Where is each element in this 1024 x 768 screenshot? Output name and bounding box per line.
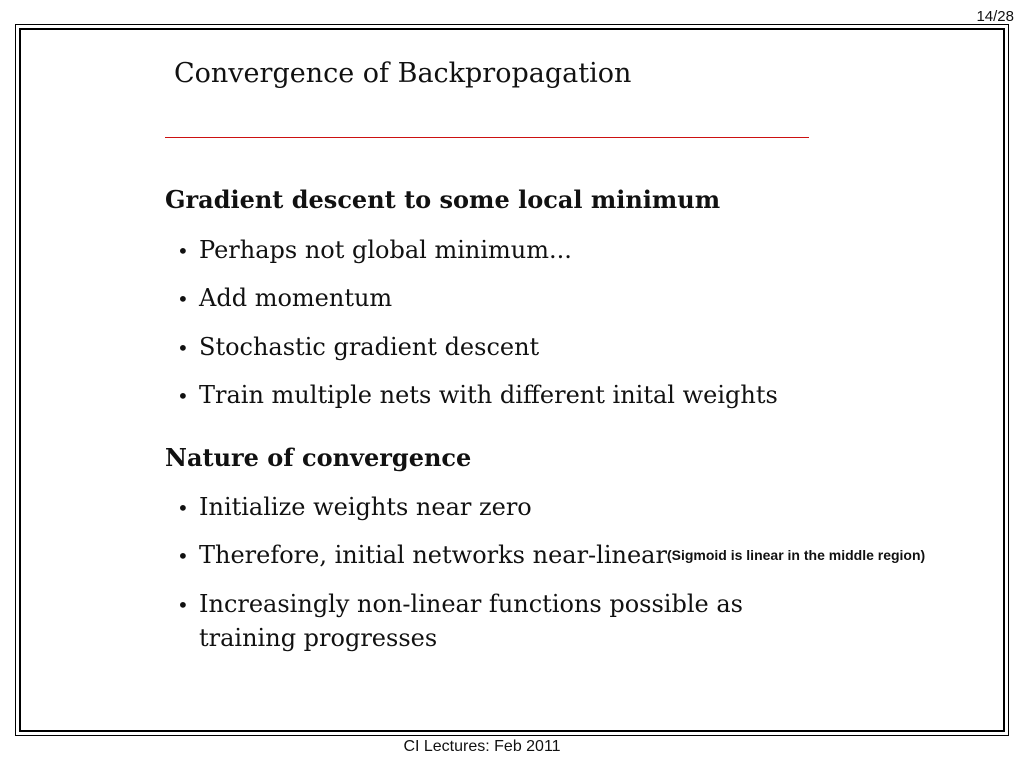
sigmoid-aside-note: (Sigmoid is linear in the middle region) [666, 547, 926, 563]
title-divider [165, 137, 809, 138]
section-heading-gradient-descent: Gradient descent to some local minimum [165, 185, 721, 214]
bullet-item: • Add momentum [177, 281, 392, 316]
footer-caption: CI Lectures: Feb 2011 [403, 738, 561, 755]
slide-title: Convergence of Backpropagation [174, 58, 632, 89]
bullet-item: • Perhaps not global minimum... [177, 233, 572, 268]
bullet-item: • Increasingly non-linear functions possible as training progresses [177, 590, 743, 652]
bullet-item: • Initialize weights near zero [177, 490, 532, 525]
bullet-dot-icon: • [177, 287, 189, 311]
bullet-dot-icon: • [177, 496, 189, 520]
page-number: 14/28 [976, 8, 1014, 25]
bullet-item: • Therefore, initial networks near-linear(Sigmoid is linear in the middle region) [177, 538, 925, 573]
bullet-dot-icon: • [177, 544, 189, 568]
bullet-item: • Train multiple nets with different inital weights [177, 378, 778, 413]
bullet-dot-icon: • [177, 336, 189, 360]
bullet-dot-icon: • [177, 239, 189, 263]
bullet-dot-icon: • [177, 593, 189, 617]
bullet-dot-icon: • [177, 384, 189, 408]
bullet-item: • Stochastic gradient descent [177, 330, 539, 365]
section-heading-nature-of-convergence: Nature of convergence [165, 443, 472, 472]
